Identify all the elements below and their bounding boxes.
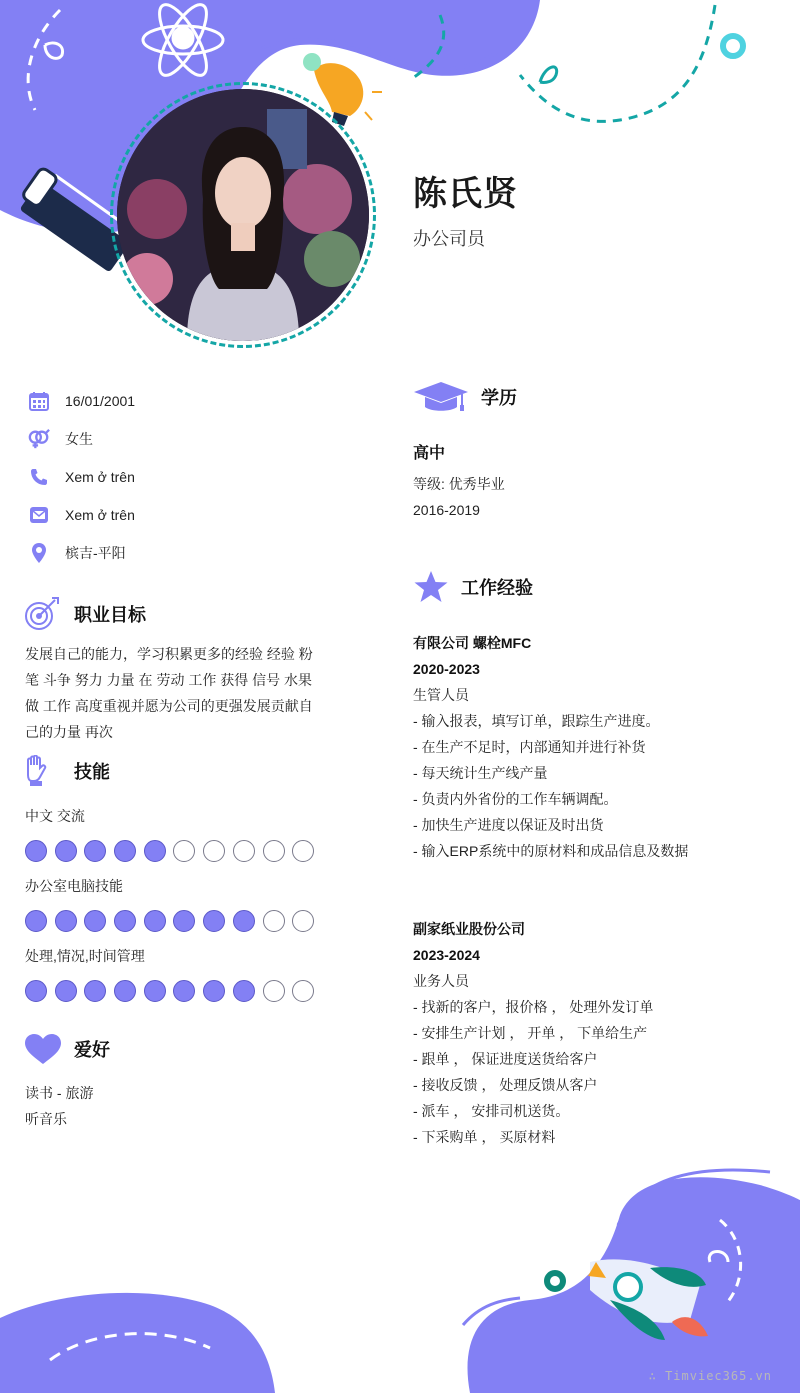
info-text: Xem ở trên xyxy=(65,469,135,485)
job-duty: - 派车 ， 安排司机送货。 xyxy=(413,1103,570,1119)
skill-label: 处理,情况,时间管理 xyxy=(25,948,145,964)
rating-dot-filled xyxy=(84,910,106,932)
job-title: 办公司员 xyxy=(413,229,485,249)
rating-dot-filled xyxy=(25,910,47,932)
watermark: ∴ Timviec365.vn xyxy=(648,1369,772,1383)
rating-dot-empty xyxy=(292,840,314,862)
rating-dot-filled xyxy=(25,840,47,862)
rating-dot-filled xyxy=(55,980,77,1002)
job-duty: - 在生产不足时，内部通知并进行补货 xyxy=(413,739,646,755)
skill-rating xyxy=(25,910,325,932)
hobbies-header xyxy=(24,1033,110,1065)
info-text: 16/01/2001 xyxy=(65,393,136,409)
rating-dot-empty xyxy=(292,910,314,932)
school-name: 高中 xyxy=(413,445,446,462)
job-years: 2023-2024 xyxy=(413,947,480,963)
hobby-line: 听音乐 xyxy=(25,1111,67,1127)
rating-dot-filled xyxy=(114,840,136,862)
job-duty: - 加快生产进度以保证及时出货 xyxy=(413,817,604,833)
full-name: 陈氏贤 xyxy=(413,175,518,213)
job-duty: - 输入报表，填写订单，跟踪生产进度。 xyxy=(413,713,660,729)
rating-dot-filled xyxy=(84,980,106,1002)
skill-item xyxy=(25,874,325,932)
education-entry xyxy=(413,441,505,523)
rating-dot-filled xyxy=(114,980,136,1002)
job-duty: - 负责内外省份的工作车辆调配。 xyxy=(413,791,618,807)
rating-dot-filled xyxy=(84,840,106,862)
section-title: 学历 xyxy=(481,388,517,408)
job-duty: - 每天统计生产线产量 xyxy=(413,765,548,781)
skill-rating xyxy=(25,840,325,862)
job-duty: - 接收反馈 ， 处理反馈从客户 xyxy=(413,1077,598,1093)
hobby-line: 读书 - 旅游 xyxy=(25,1085,94,1101)
rating-dot-empty xyxy=(263,840,285,862)
skills-list xyxy=(25,804,325,1014)
company-name: 副家纸业股份公司 xyxy=(413,921,525,937)
personal-info xyxy=(28,382,135,572)
person-silhouette xyxy=(117,89,369,341)
target-icon xyxy=(24,596,60,632)
education-years: 2016-2019 xyxy=(413,502,480,518)
email-icon xyxy=(28,504,50,526)
info-row-gender xyxy=(28,420,135,458)
rating-dot-filled xyxy=(233,910,255,932)
rating-dot-filled xyxy=(203,910,225,932)
skill-label: 中文 交流 xyxy=(25,808,85,824)
rating-dot-empty xyxy=(263,910,285,932)
job-duty: - 跟单 ， 保证进度送货给客户 xyxy=(413,1051,598,1067)
rating-dot-filled xyxy=(173,980,195,1002)
rating-dot-filled xyxy=(203,980,225,1002)
graduation-cap-icon xyxy=(413,380,469,414)
location-icon xyxy=(28,542,50,564)
job-years: 2020-2023 xyxy=(413,661,480,677)
experience-entry xyxy=(413,630,688,864)
job-role: 业务人员 xyxy=(413,973,469,989)
rating-dot-filled xyxy=(55,910,77,932)
job-duty: - 下采购单 ， 买原材料 xyxy=(413,1129,556,1145)
skill-rating xyxy=(25,980,325,1002)
experience-header xyxy=(413,570,533,604)
rating-dot-filled xyxy=(144,910,166,932)
bottom-left-blob xyxy=(0,1293,275,1393)
objective-header xyxy=(24,596,146,632)
section-title: 职业目标 xyxy=(74,605,146,625)
info-row-location xyxy=(28,534,135,572)
rating-dot-empty xyxy=(292,980,314,1002)
job-duty: - 输入ERP系统中的原材料和成品信息及数据 xyxy=(413,843,689,859)
hobbies-list xyxy=(25,1080,93,1132)
phone-icon xyxy=(28,466,50,488)
profile-photo xyxy=(117,89,369,341)
job-duty: - 安排生产计划 ， 开单 ， 下单给生产 xyxy=(413,1025,648,1041)
gender-icon xyxy=(28,428,50,450)
job-role: 生管人员 xyxy=(413,687,469,703)
rating-dot-filled xyxy=(173,910,195,932)
section-title: 技能 xyxy=(74,762,110,782)
header xyxy=(413,166,518,251)
skill-item xyxy=(25,944,325,1002)
rating-dot-filled xyxy=(144,840,166,862)
info-text: Xem ở trên xyxy=(65,507,135,523)
swirl-top-right xyxy=(520,5,715,121)
hand-icon xyxy=(24,755,50,787)
rating-dot-empty xyxy=(203,840,225,862)
star-icon xyxy=(413,570,449,604)
info-text: 女生 xyxy=(65,431,93,447)
education-header xyxy=(413,380,517,414)
info-row-birthday xyxy=(28,382,135,420)
ring-icon xyxy=(547,1273,563,1289)
education-grade: 等级: 优秀毕业 xyxy=(413,476,505,492)
info-text: 槟吉-平阳 xyxy=(65,545,126,561)
skills-header xyxy=(24,755,110,787)
objective-text: 发展自己的能力，学习积累更多的经验 经验 粉笔 斗争 努力 力量 在 劳动 工作 获得 信号 水果 做 工作 高度重视并愿为公司的更强发展贡献自己的力量 再次 xyxy=(25,646,313,740)
rating-dot-filled xyxy=(144,980,166,1002)
info-row-phone xyxy=(28,458,135,496)
section-title: 工作经验 xyxy=(461,578,533,598)
experience-entry xyxy=(413,916,653,1150)
info-row-email xyxy=(28,496,135,534)
rating-dot-filled xyxy=(25,980,47,1002)
rating-dot-filled xyxy=(114,910,136,932)
rating-dot-filled xyxy=(55,840,77,862)
skill-item xyxy=(25,804,325,862)
company-name: 有限公司 螺栓MFC xyxy=(413,635,532,651)
ring-icon xyxy=(723,36,743,56)
rating-dot-empty xyxy=(263,980,285,1002)
rating-dot-empty xyxy=(173,840,195,862)
rating-dot-filled xyxy=(233,980,255,1002)
calendar-icon xyxy=(28,390,50,412)
heart-icon xyxy=(24,1033,62,1065)
skill-label: 办公室电脑技能 xyxy=(25,878,123,894)
rating-dot-empty xyxy=(233,840,255,862)
section-title: 爱好 xyxy=(74,1040,110,1060)
job-duty: - 找新的客户，报价格 ， 处理外发订单 xyxy=(413,999,654,1015)
